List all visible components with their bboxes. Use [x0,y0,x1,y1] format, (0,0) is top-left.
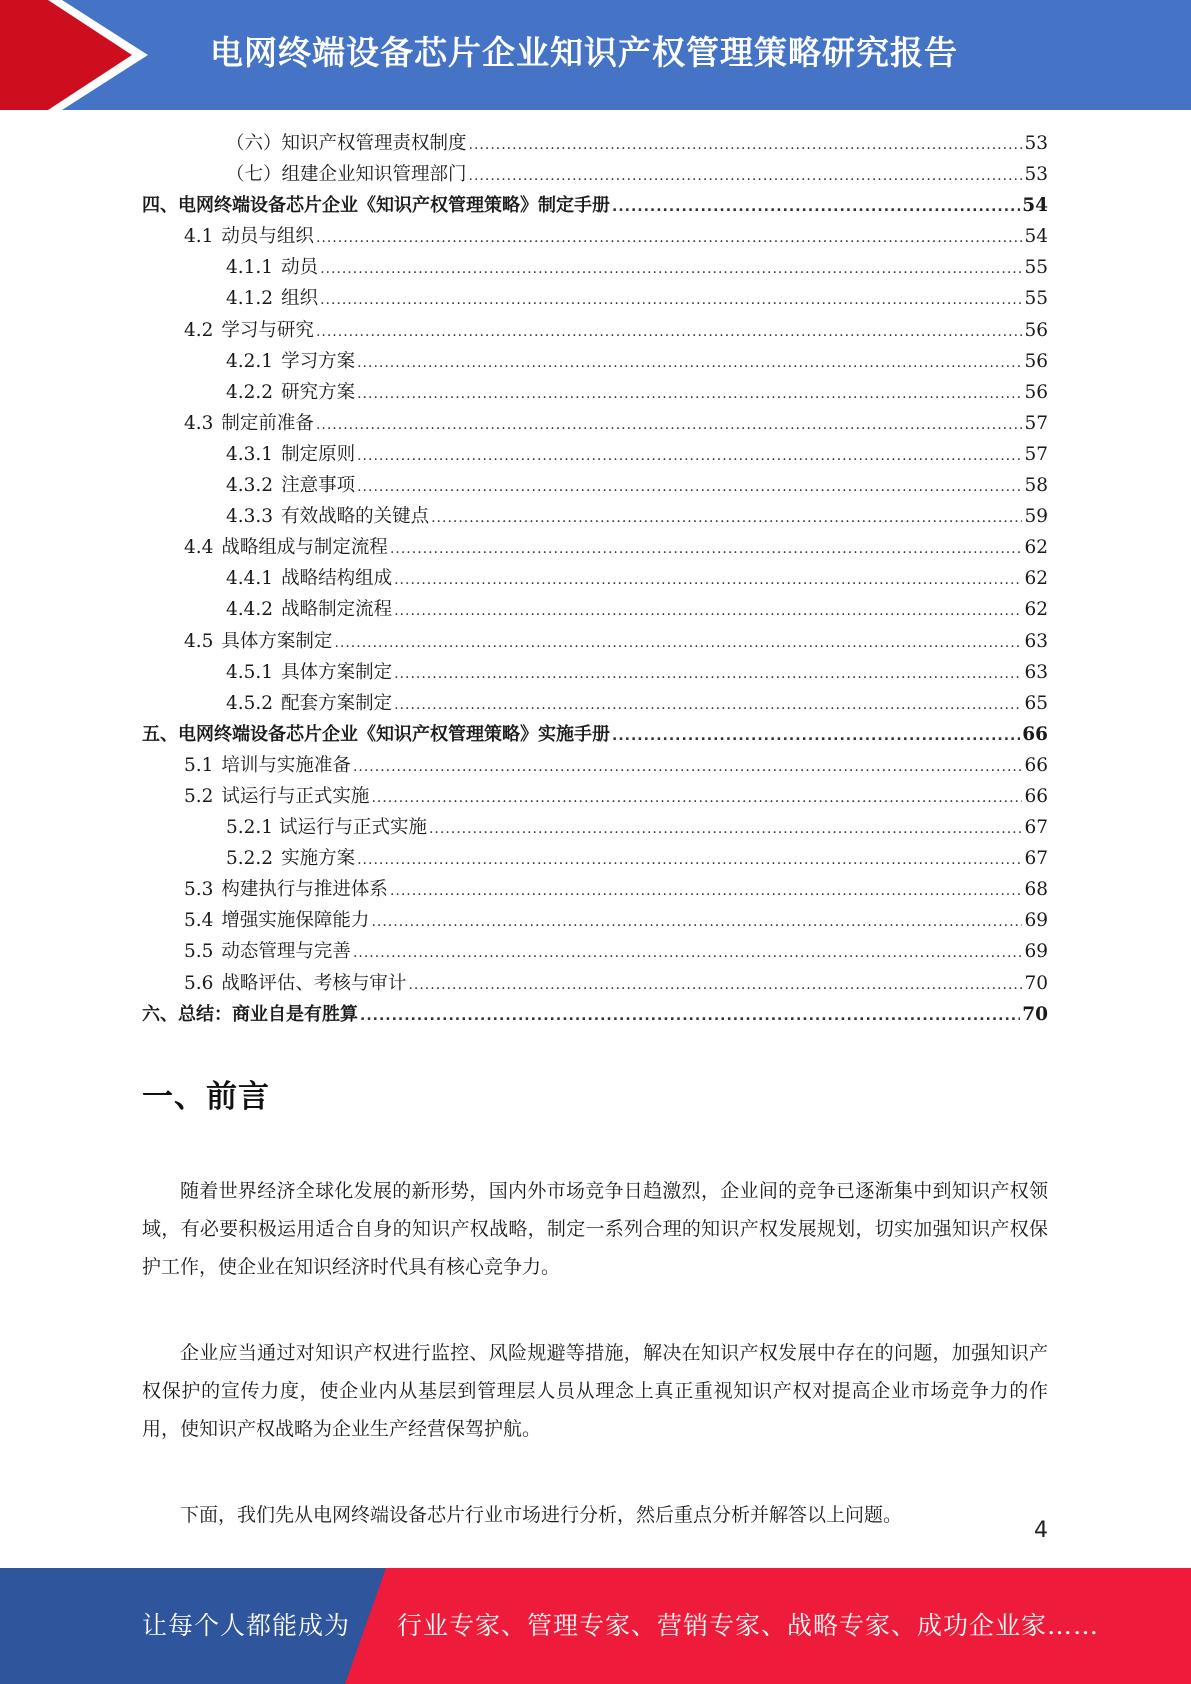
toc-entry-title: 有效战略的关键点 [281,506,430,528]
toc-entry-page: 63 [1024,630,1048,652]
toc-dot-leader [371,907,1022,938]
toc-dot-leader [394,659,1022,690]
toc-entry-number: 4.4.1 [226,568,274,590]
toc-entry-title: 五、电网终端设备芯片企业《知识产权管理策略》实施手册 [142,723,610,745]
toc-dot-leader [429,814,1022,845]
toc-entry-page: 66 [1024,785,1048,807]
toc-entry-title: 制定原则 [281,443,356,465]
toc-entry-page: 63 [1024,661,1048,683]
toc-entry-title: 组织 [281,288,319,310]
toc-entry-title: 实施方案 [281,848,356,870]
toc-entry[interactable] [142,781,1048,812]
toc-entry[interactable] [142,408,1048,439]
toc-entry-title: 四、电网终端设备芯片企业《知识产权管理策略》制定手册 [142,195,610,217]
toc-entry-title: 具体方案制定 [281,661,393,683]
toc-entry-title: 六、总结：商业自是有胜算 [142,1003,358,1025]
toc-entry-number: 4.1.1 [226,257,274,279]
toc-entry[interactable] [142,657,1048,688]
section-heading: 一、前言 [142,1079,270,1115]
toc-entry-page: 57 [1024,412,1048,434]
toc-entry-title: 增强实施保障能力 [221,910,370,932]
toc-entry-title: （七）组建企业知识管理部门 [226,164,467,186]
toc-entry-number: 4.3.3 [226,506,274,528]
toc-entry-page: 59 [1024,506,1048,528]
toc-entry-page: 53 [1024,164,1048,186]
toc-dot-leader [394,565,1022,596]
toc-dot-leader [353,752,1023,783]
toc-entry-number: 4.2 [184,319,214,341]
toc-dot-leader [390,534,1023,565]
toc-entry[interactable] [142,594,1048,625]
toc-entry-title: 注意事项 [281,475,356,497]
toc-dot-leader [357,379,1022,410]
toc-entry-page: 54 [1022,195,1048,217]
toc-dot-leader [469,130,1023,161]
toc-entry-number: 4.5 [184,630,214,652]
toc-dot-leader [320,254,1022,285]
toc-entry-title: 动员与组织 [221,226,314,248]
toc-entry-page: 58 [1024,475,1048,497]
toc-entry-page: 62 [1024,599,1048,621]
toc-entry[interactable] [142,190,1048,221]
toc-dot-leader [360,1001,1020,1032]
toc-entry[interactable] [142,439,1048,470]
toc-entry-title: 战略制定流程 [281,599,393,621]
toc-entry-number: 5.2 [184,785,214,807]
toc-dot-leader [316,317,1023,348]
toc-dot-leader [357,441,1022,472]
paragraph: 随着世界经济全球化发展的新形势，国内外市场竞争日趋激烈，企业间的竞争已逐渐集中到知识产权领域，有必要积极运用适合自身的知识产权战略，制定一系列合理的知识产权发展规划，切实加强知识产权保护工作，使企业在知识经济时代具有核心竞争力。 [142,1180,1048,1278]
toc-entry-page: 65 [1024,692,1048,714]
toc-dot-leader [431,503,1022,534]
toc-entry[interactable] [142,532,1048,563]
body-text [142,1172,1048,1582]
toc-entry-title: 构建执行与推进体系 [221,879,388,901]
toc-entry-page: 70 [1022,1003,1048,1025]
toc-entry-page: 67 [1024,817,1048,839]
footer-slogan-left: 让每个人都能成为 [142,1611,351,1640]
toc-dot-leader [357,348,1022,379]
toc-entry-page: 70 [1024,972,1048,994]
toc-entry-page: 62 [1024,537,1048,559]
red-arrow-icon [0,0,160,110]
toc-entry-number: 5.1 [184,754,214,776]
toc-entry-number: 4.3.2 [226,475,274,497]
toc-entry[interactable] [142,843,1048,874]
toc-entry[interactable] [142,128,1048,159]
toc-entry-page: 67 [1024,848,1048,870]
toc-entry-title: 动态管理与完善 [221,941,351,963]
toc-entry[interactable] [142,252,1048,283]
toc-entry[interactable] [142,874,1048,905]
toc-entry-title: 研究方案 [281,381,356,403]
toc-entry-number: 4.3 [184,412,214,434]
toc-dot-leader [316,410,1023,441]
toc-entry-page: 56 [1024,319,1048,341]
toc-entry-number: 4.5.1 [226,661,274,683]
toc-entry[interactable] [142,968,1048,999]
toc-entry-title: 战略评估、考核与审计 [221,972,407,994]
toc-dot-leader [394,596,1022,627]
toc-entry-title: 动员 [281,257,319,279]
toc-entry-number: 5.2.2 [226,848,274,870]
toc-entry-page: 55 [1024,257,1048,279]
toc-dot-leader [612,192,1020,223]
page-footer-banner [0,1568,1191,1684]
page-number: 4 [1034,1518,1048,1543]
toc-entry-title: 具体方案制定 [221,630,333,652]
toc-entry-title: 5.2.1 试运行与正式实施 [226,817,427,839]
toc-entry-number: 4.3.1 [226,443,274,465]
toc-entry-number: 4.1 [184,226,214,248]
toc-entry-page: 55 [1024,288,1048,310]
toc-dot-leader [612,721,1020,752]
footer-slogan-right: 行业专家、管理专家、营销专家、战略专家、成功企业家…… [397,1611,1100,1640]
toc-dot-leader [357,845,1022,876]
toc-entry-page: 69 [1024,910,1048,932]
toc-entry-page: 69 [1024,941,1048,963]
toc-entry-page: 62 [1024,568,1048,590]
toc-entry-number: 5.5 [184,941,214,963]
toc-dot-leader [469,161,1023,192]
toc-entry-title: 学习与研究 [221,319,314,341]
toc-entry[interactable] [142,719,1048,750]
toc-dot-leader [320,285,1022,316]
toc-dot-leader [357,472,1022,503]
toc-entry-page: 53 [1024,133,1048,154]
toc-entry-title: 战略组成与制定流程 [221,537,388,559]
toc-entry-title: 战略结构组成 [281,568,393,590]
toc-entry-number: 5.6 [184,972,214,994]
toc-entry-title: 配套方案制定 [281,692,393,714]
toc-entry[interactable] [142,501,1048,532]
toc-entry-page: 57 [1024,443,1048,465]
toc-entry[interactable] [142,905,1048,936]
toc-entry-page: 54 [1024,226,1048,248]
toc-dot-leader [390,876,1023,907]
toc-dot-leader [316,223,1023,254]
toc-dot-leader [334,628,1022,659]
toc-entry-page: 66 [1024,754,1048,776]
toc-dot-leader [408,970,1022,1001]
toc-entry[interactable] [142,283,1048,314]
report-title: 电网终端设备芯片企业知识产权管理策略研究报告 [210,33,958,72]
toc-entry[interactable] [142,750,1048,781]
toc-entry-number: 4.1.2 [226,288,274,310]
table-of-contents [142,128,1048,1030]
toc-entry-number: 5.4 [184,910,214,932]
toc-entry[interactable] [142,346,1048,377]
paragraph: 企业应当通过对知识产权进行监控、风险规避等措施，解决在知识产权发展中存在的问题，加强知识产权保护的宣传力度，使企业内从基层到管理层人员从理念上真正重视知识产权对提高企业市场竞争力的作用，使知识产权战略为企业生产经营保驾护航。 [142,1342,1048,1440]
toc-entry[interactable] [142,470,1048,501]
toc-dot-leader [371,783,1022,814]
toc-entry[interactable] [142,159,1048,190]
toc-entry-number: 4.4 [184,537,214,559]
toc-entry-page: 56 [1024,381,1048,403]
toc-entry-number: 4.5.2 [226,692,274,714]
page-header-banner [0,0,1191,110]
toc-entry[interactable] [142,812,1048,843]
toc-entry-page: 68 [1024,879,1048,901]
toc-entry[interactable] [142,999,1048,1030]
toc-entry-title: （六）知识产权管理责权制度 [226,133,467,154]
toc-entry-page: 56 [1024,350,1048,372]
toc-entry-number: 4.2.2 [226,381,274,403]
toc-entry[interactable] [142,563,1048,594]
toc-dot-leader [394,690,1022,721]
toc-entry[interactable] [142,221,1048,252]
toc-entry-page: 66 [1022,723,1048,745]
toc-entry-title: 培训与实施准备 [221,754,351,776]
toc-entry-number: 4.2.1 [226,350,274,372]
toc-entry-number: 4.4.2 [226,599,274,621]
toc-dot-leader [353,938,1023,969]
toc-entry[interactable] [142,626,1048,657]
toc-entry[interactable] [142,315,1048,346]
toc-entry-title: 试运行与正式实施 [221,785,370,807]
toc-entry[interactable] [142,377,1048,408]
toc-entry[interactable] [142,936,1048,967]
toc-entry-number: 5.3 [184,879,214,901]
toc-entry-title: 学习方案 [281,350,356,372]
paragraph: 下面，我们先从电网终端设备芯片行业市场进行分析，然后重点分析并解答以上问题。 [180,1504,903,1526]
toc-entry-title: 制定前准备 [221,412,314,434]
toc-entry[interactable] [142,688,1048,719]
